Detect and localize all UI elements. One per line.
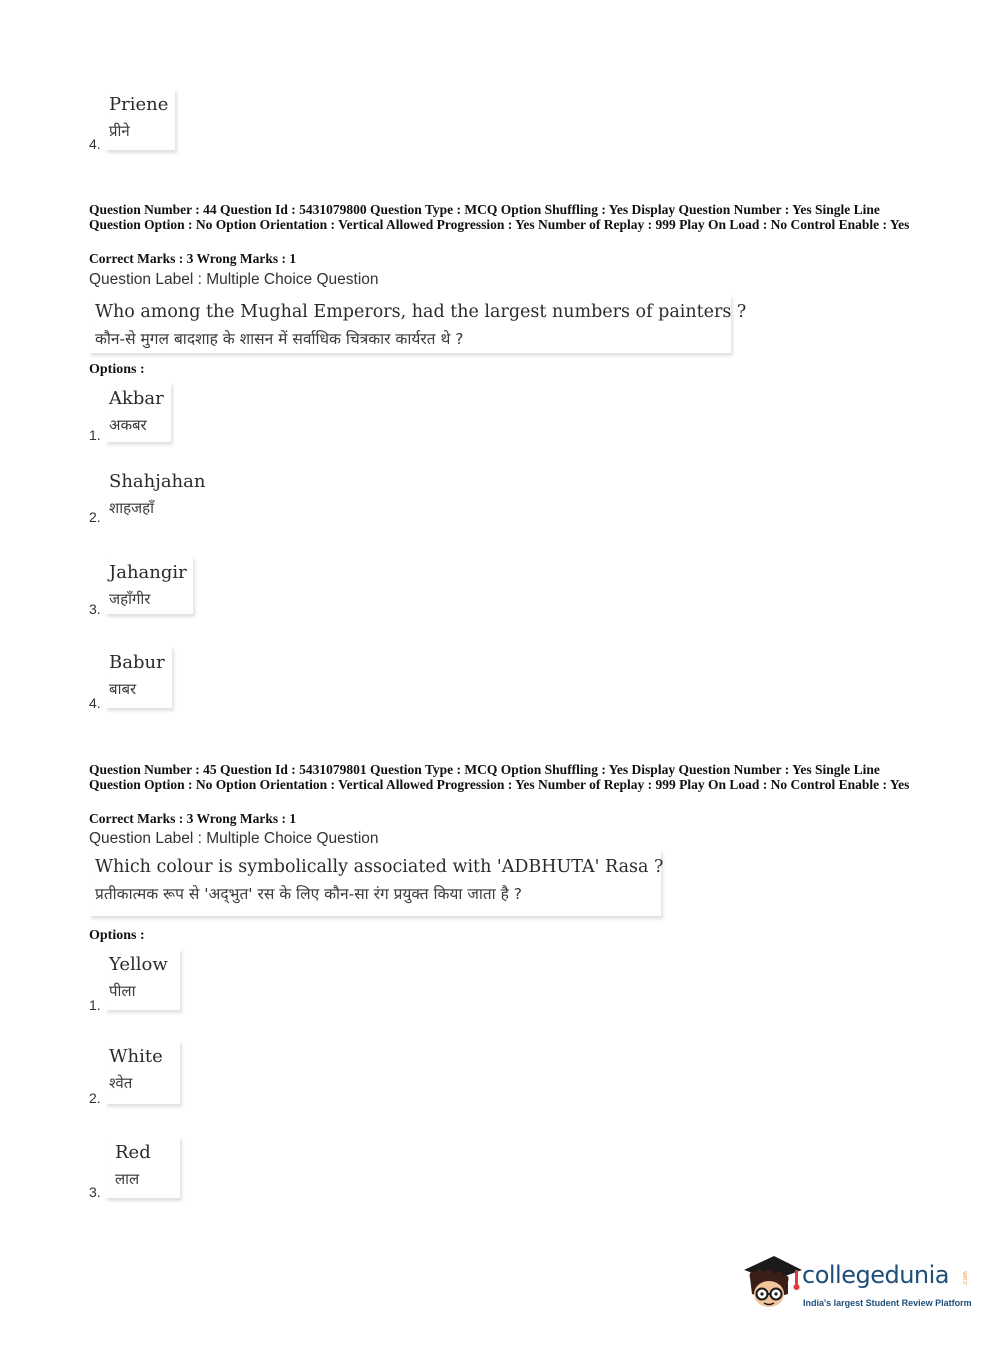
option-number: 2. [89, 509, 101, 525]
question-text-box [89, 295, 747, 353]
option-text-hi: लाल [115, 1170, 140, 1188]
option-text-en: Red [115, 1142, 151, 1163]
question-text-box [89, 850, 664, 916]
option-text-en: Yellow [109, 954, 168, 975]
question-text-en: Which colour is symbolically associated with 'ADBHUTA' Rasa ? [95, 857, 664, 877]
option-text-hi: बाबर [109, 680, 137, 698]
option-1-box[interactable] [105, 948, 180, 1010]
question-meta: Question Number : 45 Question Id : 5431079801 Question Type : MCQ Option Shuffling : Yes Display Question Number : Yes Single Line Question Option : No Option Orientation : Vertical Allowed Progression : Yes Number of Replay : 999 Play On Load : No Control Enable : Yes [89, 762, 910, 792]
option-text-hi: पीला [109, 982, 136, 1000]
option-text-hi: जहाँगीर [109, 590, 151, 608]
option-text-hi: श्वेत [109, 1074, 133, 1092]
option-text-en: Shahjahan [109, 471, 206, 492]
option-text-en: Priene [109, 94, 169, 115]
option-text-en: Jahangir [109, 562, 187, 583]
option-3-box[interactable] [105, 1136, 180, 1198]
option-2-box[interactable] [105, 1040, 180, 1104]
question-marks: Correct Marks : 3 Wrong Marks : 1 [89, 251, 297, 266]
option-text-hi: अकबर [109, 416, 147, 434]
options-heading: Options : [89, 928, 145, 943]
question-text-hi: प्रतीकात्मक रूप से 'अद्‌भुत' रस के लिए कौन-सा रंग प्रयुक्त किया जाता है ? [95, 885, 523, 903]
logo-dotcom: .com [961, 1271, 969, 1286]
option-2-box[interactable] [105, 465, 209, 525]
question-meta: Question Number : 44 Question Id : 5431079800 Question Type : MCQ Option Shuffling : Yes Display Question Number : Yes Single Line Question Option : No Option Orientation : Vertical Allowed Progression : Yes Number of Replay : 999 Play On Load : No Control Enable : Yes [89, 202, 910, 232]
option-4-box[interactable] [105, 646, 172, 708]
question-marks: Correct Marks : 3 Wrong Marks : 1 [89, 811, 297, 826]
option-text-en: Babur [109, 652, 165, 673]
option-number: 4. [89, 695, 101, 711]
option-3-box[interactable] [105, 556, 193, 614]
question-label: Question Label : Multiple Choice Question [89, 271, 379, 288]
option-number: 3. [89, 601, 101, 617]
option-1-box[interactable] [105, 382, 171, 442]
option-number: 1. [89, 997, 101, 1013]
question-label: Question Label : Multiple Choice Question [89, 830, 379, 847]
logo-tagline: India's largest Student Review Platform [803, 1298, 972, 1308]
option-number: 1. [89, 427, 101, 443]
option-number: 4. [89, 136, 101, 152]
option-text-en: Akbar [109, 388, 164, 409]
prev-option-box[interactable] [105, 88, 175, 150]
options-heading: Options : [89, 362, 145, 377]
question-text-hi: कौन-से मुगल बादशाह के शासन में सर्वाधिक चित्रकार कार्यरत थे ? [95, 330, 464, 348]
mascot-graduate-icon [740, 1248, 806, 1314]
option-text-hi: शाहजहाँ [109, 499, 155, 517]
option-text-en: White [109, 1046, 163, 1067]
logo-wordmark: collegedunia [802, 1261, 950, 1289]
question-text-en: Who among the Mughal Emperors, had the largest numbers of painters ? [95, 302, 747, 322]
option-number: 2. [89, 1090, 101, 1106]
option-number: 3. [89, 1184, 101, 1200]
option-text-hi: प्रीने [109, 122, 130, 140]
